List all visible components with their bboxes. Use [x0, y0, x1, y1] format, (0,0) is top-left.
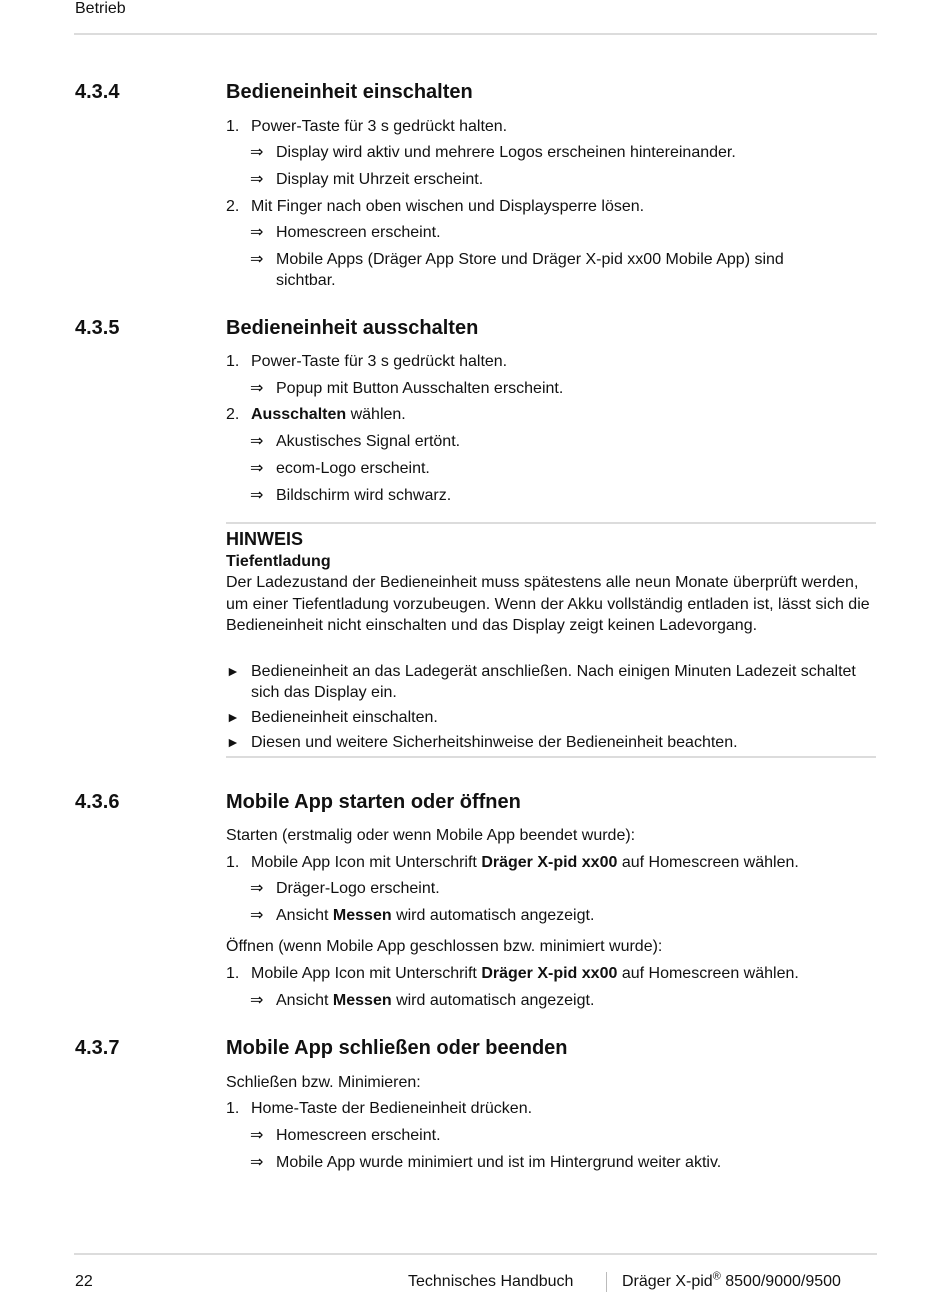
result-text: Mobile Apps (Dräger App Store und Dräger X-pid xx00 Mobile App) sind sichtbar. [276, 251, 784, 289]
footer-separator [606, 1272, 607, 1292]
result-text: Popup mit Button Ausschalten erscheint. [276, 380, 564, 397]
ui-term: Messen [332, 992, 392, 1009]
step-number: 2. [226, 406, 240, 423]
result-arrow-icon: ⇒ [250, 907, 264, 924]
result-text: Ansicht Messen wird automatisch angezeigt. [276, 907, 595, 924]
notice-body: Der Ladezustand der Bedieneinheit muss spätestens alle neun Monate überprüft werden, um einer Tiefentladung vorzubeugen. Wenn der Akku vollständig entladen ist, lässt sich die Bedieneinheit nicht einschalten und das Display zeigt keinen Ladevorgang. [226, 574, 870, 634]
section-title: Mobile App starten oder öffnen [226, 791, 521, 813]
section-title: Bedieneinheit ausschalten [226, 317, 479, 339]
ui-term: Ausschalten [251, 406, 347, 423]
step-text: Ausschalten wählen. [251, 406, 406, 423]
action-triangle-icon: ► [226, 663, 240, 679]
notice-bottom-rule [226, 756, 876, 758]
result-text: Display mit Uhrzeit erscheint. [276, 171, 484, 188]
result-text: Bildschirm wird schwarz. [276, 487, 452, 504]
section-title: Mobile App schließen oder beenden [226, 1037, 568, 1059]
step-text: Mit Finger nach oben wischen und Displaysperre lösen. [251, 198, 645, 215]
step-number: 1. [226, 1100, 240, 1117]
step-text: Power-Taste für 3 s gedrückt halten. [251, 353, 508, 370]
step-number: 1. [226, 118, 240, 135]
action-text: Bedieneinheit an das Ladegerät anschließen. Nach einigen Minuten Ladezeit schaltet sich das Display ein. [251, 663, 856, 701]
step-number: 1. [226, 965, 240, 982]
result-text: Homescreen erscheint. [276, 224, 441, 241]
ui-term: Messen [332, 907, 392, 924]
section-title: Bedieneinheit einschalten [226, 81, 473, 103]
result-arrow-icon: ⇒ [250, 251, 264, 268]
document-title: Technisches Handbuch [408, 1273, 574, 1290]
result-text: Display wird aktiv und mehrere Logos erscheinen hintereinander. [276, 144, 736, 161]
product-name: Dräger X-pid® 8500/9000/9500 [622, 1270, 841, 1290]
action-text: Diesen und weitere Sicherheitshinweise der Bedieneinheit beachten. [251, 734, 738, 751]
result-arrow-icon: ⇒ [250, 171, 264, 188]
section-number: 4.3.4 [75, 81, 120, 103]
result-text: Mobile App wurde minimiert und ist im Hintergrund weiter aktiv. [276, 1154, 722, 1171]
notice-top-rule [226, 522, 876, 524]
step-number: 1. [226, 353, 240, 370]
ui-term: Dräger X-pid xx00 [481, 854, 618, 871]
result-text: Akustisches Signal ertönt. [276, 433, 461, 450]
section-number: 4.3.7 [75, 1037, 120, 1059]
registered-mark: ® [712, 1270, 721, 1283]
result-text: Dräger-Logo erscheint. [276, 880, 440, 897]
step-text: Mobile App Icon mit Unterschrift Dräger X-pid xx00 auf Homescreen wählen. [251, 965, 799, 982]
result-arrow-icon: ⇒ [250, 1127, 264, 1144]
section-number: 4.3.6 [75, 791, 120, 813]
result-text: ecom-Logo erscheint. [276, 460, 430, 477]
step-text: Mobile App Icon mit Unterschrift Dräger X-pid xx00 auf Homescreen wählen. [251, 854, 799, 871]
page-number: 22 [75, 1273, 93, 1290]
ui-term: Dräger X-pid xx00 [481, 965, 618, 982]
result-arrow-icon: ⇒ [250, 460, 264, 477]
section-number: 4.3.5 [75, 317, 120, 339]
intro-text: Öffnen (wenn Mobile App geschlossen bzw. minimiert wurde): [226, 938, 663, 955]
action-text: Bedieneinheit einschalten. [251, 709, 438, 726]
result-arrow-icon: ⇒ [250, 433, 264, 450]
result-arrow-icon: ⇒ [250, 487, 264, 504]
header-divider [74, 33, 877, 35]
step-number: 1. [226, 854, 240, 871]
action-triangle-icon: ► [226, 709, 240, 725]
intro-text: Starten (erstmalig oder wenn Mobile App beendet wurde): [226, 827, 636, 844]
result-arrow-icon: ⇒ [250, 1154, 264, 1171]
result-arrow-icon: ⇒ [250, 380, 264, 397]
action-triangle-icon: ► [226, 734, 240, 750]
result-arrow-icon: ⇒ [250, 144, 264, 161]
result-arrow-icon: ⇒ [250, 880, 264, 897]
notice-subheading: Tiefentladung [226, 553, 331, 570]
running-header: Betrieb [75, 0, 126, 17]
intro-text: Schließen bzw. Minimieren: [226, 1074, 421, 1091]
result-text: Ansicht Messen wird automatisch angezeigt. [276, 992, 595, 1009]
footer-divider [74, 1253, 877, 1255]
result-arrow-icon: ⇒ [250, 992, 264, 1009]
result-arrow-icon: ⇒ [250, 224, 264, 241]
notice-heading: HINWEIS [226, 529, 304, 549]
step-text: Power-Taste für 3 s gedrückt halten. [251, 118, 508, 135]
step-text: Home-Taste der Bedieneinheit drücken. [251, 1100, 533, 1117]
result-text: Homescreen erscheint. [276, 1127, 441, 1144]
step-number: 2. [226, 198, 240, 215]
